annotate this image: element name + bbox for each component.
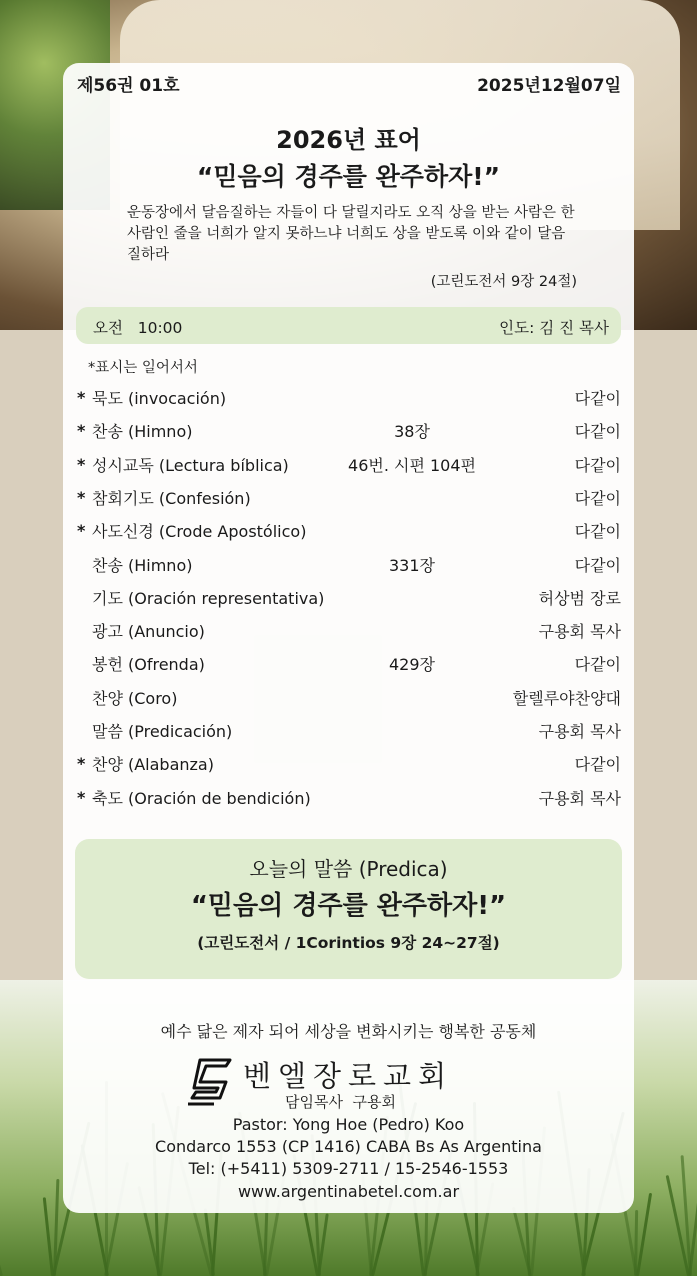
- worship-item-name: 봉헌 (Ofrenda): [92, 655, 205, 675]
- worship-item-leader: 다같이: [574, 488, 621, 508]
- worship-item-star: *: [77, 421, 86, 441]
- worship-item-leader: 구용회 목사: [538, 622, 621, 642]
- service-leader: 인도: 김 진 목사: [499, 319, 609, 337]
- worship-item-name: 기도 (Oración representativa): [92, 588, 325, 608]
- grass-blade: [636, 1193, 652, 1276]
- worship-item-row: [0, 453, 697, 486]
- sermon-subtitle: “믿음의 경주를 완주하자!”: [190, 891, 507, 921]
- church-website[interactable]: www.argentinabetel.com.ar: [237, 1182, 460, 1201]
- worship-item-row: [0, 619, 697, 652]
- worship-item-leader: 할렐루야찬양대: [512, 688, 621, 708]
- worship-item-name: 참회기도 (Confesión): [92, 488, 251, 508]
- worship-item-row: [0, 419, 697, 452]
- church-mission: 예수 닮은 제자 되어 세상을 변화시키는 행복한 공동체: [160, 1022, 537, 1041]
- worship-item-leader: 다같이: [574, 555, 621, 575]
- motto-verse-reference: (고린도전서 9장 24절): [430, 274, 577, 290]
- worship-item-star: *: [77, 388, 86, 407]
- motto-subtitle: “믿음의 경주를 완주하자!”: [196, 162, 501, 191]
- worship-item-row: [0, 719, 697, 752]
- worship-item-name: 축도 (Oración de bendición): [92, 788, 311, 808]
- worship-item-row: [0, 486, 697, 519]
- worship-item-name: 찬송 (Himno): [92, 555, 193, 575]
- worship-item-name: 찬양 (Alabanza): [92, 755, 214, 775]
- worship-item-leader: 다같이: [574, 389, 621, 408]
- church-phone: Tel: (+5411) 5309-2711 / 15-2546-1553: [188, 1159, 509, 1178]
- church-logo-icon: [186, 1056, 234, 1106]
- worship-item-leader: 다같이: [574, 422, 621, 442]
- worship-item-leader: 구용회 목사: [538, 722, 621, 741]
- worship-item-leader: 다같이: [574, 655, 621, 675]
- issue-number: 제56권 01호: [77, 76, 180, 96]
- motto-verse: 운동장에서 달음질하는 자들이 다 달릴지라도 오직 상을 받는 사람은 한 사람인 줄을 너희가 알지 못하느냐 너희도 상을 받도록 이와 같이 달음질하라: [127, 205, 575, 263]
- worship-item-name: 성시교독 (Lectura bíblica): [92, 455, 289, 475]
- worship-item-leader: 다같이: [574, 755, 621, 775]
- worship-item-hymn-number: 429장: [389, 655, 435, 675]
- worship-item-star: *: [77, 487, 86, 507]
- church-name: 벤엘장로교회: [243, 1059, 454, 1093]
- worship-item-name: 사도신경 (Crode Apostólico): [92, 522, 307, 542]
- grass-blade: [0, 1218, 3, 1276]
- worship-item-leader: 허상범 장로: [538, 588, 621, 608]
- worship-item-row: [0, 386, 697, 419]
- worship-item-hymn-number: 38장: [394, 422, 430, 442]
- worship-item-star: *: [77, 521, 86, 541]
- grass-blade: [43, 1197, 54, 1276]
- church-address: Condarco 1553 (CP 1416) CABA Bs As Argentina: [155, 1137, 542, 1156]
- worship-item-leader: 다같이: [574, 522, 621, 542]
- worship-item-leader: 구용회 목사: [538, 788, 621, 808]
- pastor-name: Pastor: Yong Hoe (Pedro) Koo: [232, 1115, 465, 1134]
- worship-item-hymn-number: 46번. 시편 104편: [348, 455, 476, 475]
- worship-item-star: *: [77, 754, 86, 774]
- worship-item-name: 광고 (Anuncio): [92, 622, 205, 642]
- senior-pastor-korean: 담임목사 구용회: [285, 1093, 396, 1111]
- worship-item-row: [0, 786, 697, 819]
- worship-item-star: *: [77, 787, 86, 807]
- worship-item-hymn-number: 331장: [389, 555, 435, 575]
- sermon-reference: (고린도전서 / 1Corintios 9장 24~27절): [197, 934, 500, 952]
- worship-item-row: [0, 752, 697, 785]
- worship-item-row: [0, 652, 697, 685]
- bulletin-date: 2025년12월07일: [477, 76, 621, 96]
- service-time: 오전 10:00: [93, 319, 183, 337]
- worship-item-leader: 다같이: [574, 455, 621, 475]
- worship-item-row: [0, 586, 697, 619]
- standing-note: *표시는 일어서서: [88, 360, 198, 376]
- worship-item-star: *: [77, 454, 86, 474]
- worship-item-name: 말씀 (Predicación): [92, 722, 233, 741]
- worship-item-name: 묵도 (invocación): [92, 389, 227, 408]
- worship-item-name: 찬송 (Himno): [92, 422, 193, 442]
- worship-item-row: [0, 686, 697, 719]
- motto-title: 2026년 표어: [276, 126, 421, 154]
- sermon-title: 오늘의 말씀 (Predica): [249, 857, 448, 881]
- worship-item-name: 찬양 (Coro): [92, 688, 178, 708]
- worship-item-row: [0, 553, 697, 586]
- worship-item-row: [0, 519, 697, 552]
